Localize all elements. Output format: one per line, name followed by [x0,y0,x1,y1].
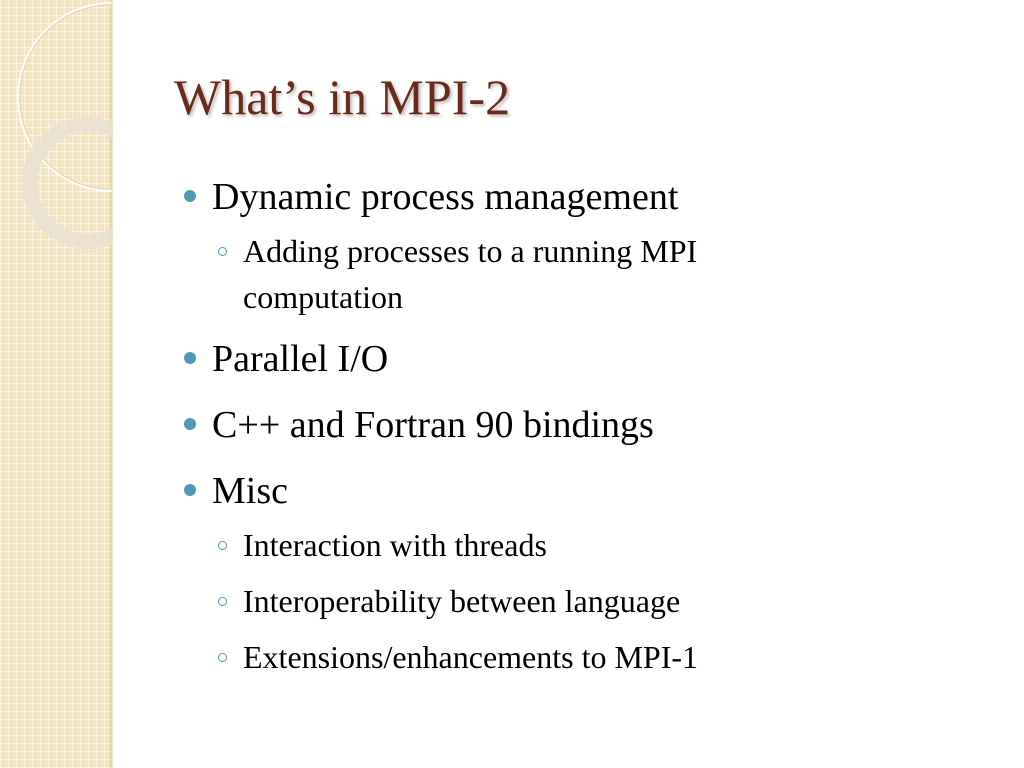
bullet-text: Misc [212,470,288,512]
bullet-item [182,332,842,386]
bullet-dot-icon [184,418,196,430]
decorative-small-ring [22,117,154,249]
bullet-dot-icon [184,484,196,496]
bullet-item [182,398,842,452]
bullet-text: C++ and Fortran 90 bindings [212,404,654,446]
bullet-list [182,170,842,692]
sub-bullet-list [182,228,842,320]
bullet-item [182,464,842,518]
sub-bullet-ring-icon [218,541,227,550]
sub-bullet-text: Adding processes to a running MPI computation [243,233,698,315]
bullet-dot-icon [184,352,196,364]
sub-bullet-ring-icon [218,653,227,662]
sub-bullet-item [182,228,842,320]
sub-bullet-item [182,522,842,568]
sub-bullet-list [182,522,842,680]
sub-bullet-ring-icon [218,247,227,256]
bullet-text: Dynamic process management [212,176,679,218]
sub-bullet-text: Interoperability between language [243,583,681,619]
bullet-dot-icon [184,190,196,202]
sub-bullet-text: Extensions/enhancements to MPI-1 [243,639,699,675]
sub-bullet-item [182,634,842,680]
slide-title: What’s in MPI-2 [174,69,511,125]
sub-bullet-item [182,578,842,624]
sub-bullet-ring-icon [218,597,227,606]
sub-bullet-text: Interaction with threads [243,527,547,563]
bullet-item [182,170,842,224]
bullet-text: Parallel I/O [212,338,389,380]
